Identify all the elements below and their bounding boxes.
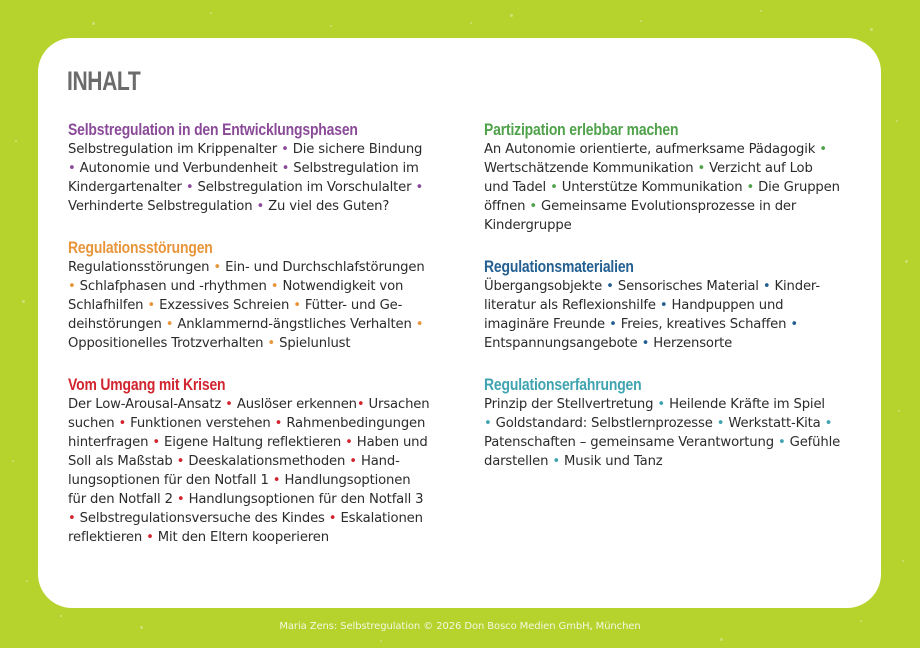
section-heading: Selbstregulation in den Entwicklungsphasen [68, 120, 358, 139]
section-heading: Vom Umgang mit Krisen [68, 375, 226, 394]
content-card [38, 38, 881, 608]
section-body: Regulationsstörungen • Ein- und Durchschlafstörungen • Schlafphasen und -rhythmen • Notwendigkeit von Schlafhilfen • Exzessives Schreien • Fütter- und Ge- deihstörungen • Anklammernd-ängstliches Verhalten • Oppositionelles Trotzverhalten • Spielunlust [68, 260, 425, 351]
bullet-separator: • [176, 492, 185, 507]
bullet-separator: • [146, 530, 154, 545]
bullet-separator: • [484, 416, 492, 431]
section-body: Der Low-Arousal-Ansatz • Auslöser erkennen• Ursachen suchen • Funktionen verstehen • Rahmenbedingungen hinterfragen • Eigene Haltung reflektieren • Haben und Soll als Maßstab • Deeskalationsmethoden • Hand- lungsoptionen für den Notfall 1 • Handlungsoptionen für den Notfall 2 • Handlungsoptionen für den Notfall 3 • Selbstregulationsversuche des Kindes • Eskalationen reflektieren • Mit den Eltern kooperieren [68, 397, 430, 545]
section-body: Selbstregulation im Krippenalter • Die sichere Bindung • Autonomie und Verbundenheit • Selbstregulation im Kindergartenalter • Selbstregulation im Vorschulalter • Verhinderte Selbstregulation • Zu viel des Guten? [68, 142, 424, 214]
bullet-separator: • [716, 416, 725, 431]
bullet-separator: • [176, 454, 185, 469]
bullet-separator: • [762, 279, 771, 294]
page-title: INHALT [67, 66, 141, 96]
bullet-separator: • [281, 161, 290, 176]
bullet-separator: • [185, 180, 194, 195]
bullet-separator: • [356, 397, 365, 412]
left-column [68, 120, 448, 547]
bullet-separator: • [293, 298, 301, 313]
bullet-separator: • [606, 279, 614, 294]
bullet-separator: • [274, 416, 283, 431]
bullet-separator: • [746, 180, 755, 195]
bullet-separator: • [697, 161, 706, 176]
bullet-separator: • [345, 435, 353, 450]
bullet-separator: • [824, 416, 833, 431]
bullet-separator: • [790, 317, 799, 332]
bullet-separator: • [659, 298, 668, 313]
bullet-separator: • [267, 336, 276, 351]
bullet-separator: • [152, 435, 160, 450]
section-partizipation [484, 120, 864, 235]
section-heading: Regulationsmaterialien [484, 257, 634, 276]
bullet-separator: • [256, 199, 265, 214]
bullet-separator: • [147, 298, 156, 313]
bullet-separator: • [270, 279, 279, 294]
bullet-separator: • [118, 416, 127, 431]
bullet-separator: • [281, 142, 289, 157]
bullet-separator: • [552, 454, 561, 469]
section-selbstregulation [68, 120, 448, 216]
right-column [484, 120, 864, 471]
bullet-separator: • [641, 336, 650, 351]
bullet-separator: • [819, 142, 827, 157]
bullet-separator: • [272, 473, 281, 488]
bullet-separator: • [415, 317, 424, 332]
bullet-separator: • [213, 260, 222, 275]
bullet-separator: • [328, 511, 337, 526]
bullet-separator: • [529, 199, 537, 214]
bullet-separator: • [657, 397, 666, 412]
bullet-separator: • [68, 279, 76, 294]
section-body: Übergangsobjekte • Sensorisches Material • Kinder- literatur als Reflexionshilfe • Handpuppen und imaginäre Freunde • Freies, kreatives Schaffen • Entspannungsangebote • Herzensorte [484, 279, 820, 351]
section-heading: Regulationserfahrungen [484, 375, 642, 394]
section-regulationsstoerungen [68, 238, 448, 353]
bullet-separator: • [777, 435, 786, 450]
bullet-separator: • [349, 454, 357, 469]
bullet-separator: • [415, 180, 424, 195]
bullet-separator: • [225, 397, 233, 412]
bullet-separator: • [165, 317, 174, 332]
section-heading: Regulationsstörungen [68, 238, 213, 257]
bullet-separator: • [550, 180, 558, 195]
section-heading: Partizipation erlebbar machen [484, 120, 679, 139]
section-regulationserfahrungen [484, 375, 864, 471]
section-body: An Autonomie orientierte, aufmerksame Pädagogik • Wertschätzende Kommunikation • Verzicht auf Lob und Tadel • Unterstütze Kommunikation • Die Gruppen öffnen • Gemeinsame Evolutionsprozesse in der Kindergruppe [484, 142, 840, 233]
bullet-separator: • [68, 161, 76, 176]
section-krisen [68, 375, 448, 547]
copyright-footer: Maria Zens: Selbstregulation © 2026 Don Bosco Medien GmbH, München [279, 621, 641, 632]
section-regulationsmaterialien [484, 257, 864, 353]
bullet-separator: • [609, 317, 617, 332]
section-body: Prinzip der Stellvertretung • Heilende Kräfte im Spiel • Goldstandard: Selbstlernprozesse • Werkstatt-Kita • Patenschaften – gemeinsame Verantwortung • Gefühle darstellen • Musik und Tanz [484, 397, 841, 469]
bullet-separator: • [68, 511, 76, 526]
